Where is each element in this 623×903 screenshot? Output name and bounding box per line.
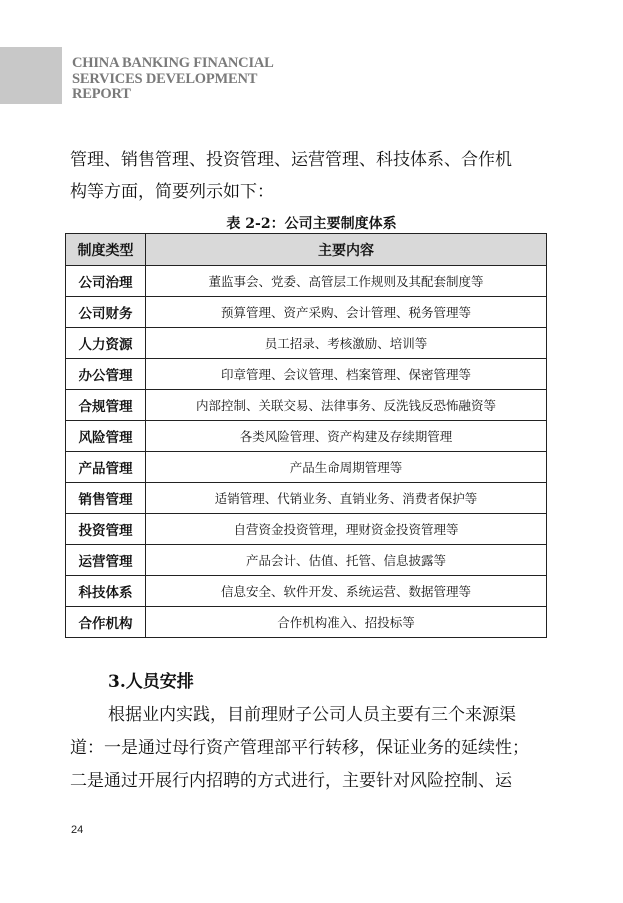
intro-paragraph-line: 构等方面，简要列示如下：	[70, 182, 274, 202]
system-type-cell: 科技体系	[66, 576, 146, 607]
section-heading: 3.人员安排	[108, 672, 194, 692]
table-row	[66, 514, 547, 545]
system-type-cell: 运营管理	[66, 545, 146, 576]
system-content-cell: 合作机构准入、招投标等	[146, 607, 547, 638]
table-row	[66, 328, 547, 359]
system-type-cell: 销售管理	[66, 483, 146, 514]
section-paragraph-line: 道：一是通过母行资产管理部平行转移，保证业务的延续性；	[70, 738, 529, 758]
table-row	[66, 452, 547, 483]
column-header-type: 制度类型	[66, 234, 146, 266]
section-paragraph-line: 二是通过开展行内招聘的方式进行，主要针对风险控制、运	[70, 771, 512, 791]
table-row	[66, 266, 547, 297]
table-row	[66, 576, 547, 607]
column-header-content: 主要内容	[146, 234, 547, 266]
table-row	[66, 607, 547, 638]
header-gray-block	[0, 47, 62, 104]
system-type-cell: 人力资源	[66, 328, 146, 359]
system-content-cell: 员工招录、考核激励、培训等	[146, 328, 547, 359]
system-content-cell: 信息安全、软件开发、系统运营、数据管理等	[146, 576, 547, 607]
system-content-cell: 印章管理、会议管理、档案管理、保密管理等	[146, 359, 547, 390]
table-row	[66, 545, 547, 576]
report-title-line: SERVICES DEVELOPMENT	[72, 70, 258, 87]
table-row	[66, 483, 547, 514]
system-type-cell: 合规管理	[66, 390, 146, 421]
section-paragraph-line: 根据业内实践，目前理财子公司人员主要有三个来源渠	[108, 705, 516, 725]
system-content-cell: 自营资金投资管理，理财资金投资管理等	[146, 514, 547, 545]
report-series-title	[72, 56, 274, 103]
system-content-cell: 各类风险管理、资产构建及存续期管理	[146, 421, 547, 452]
table-row	[66, 390, 547, 421]
table-row	[66, 297, 547, 328]
system-content-cell: 产品生命周期管理等	[146, 452, 547, 483]
system-type-cell: 办公管理	[66, 359, 146, 390]
table-header-row	[66, 234, 547, 266]
table-row	[66, 359, 547, 390]
system-type-cell: 合作机构	[66, 607, 146, 638]
system-content-cell: 预算管理、资产采购、会计管理、税务管理等	[146, 297, 547, 328]
system-content-cell: 内部控制、关联交易、法律事务、反洗钱反恐怖融资等	[146, 390, 547, 421]
system-content-cell: 适销管理、代销业务、直销业务、消费者保护等	[146, 483, 547, 514]
system-table	[65, 233, 547, 638]
system-content-cell: 产品会计、估值、托管、信息披露等	[146, 545, 547, 576]
table-caption: 表 2-2：公司主要制度体系	[226, 216, 397, 232]
system-content-cell: 董监事会、党委、高管层工作规则及其配套制度等	[146, 266, 547, 297]
report-title-line: CHINA BANKING FINANCIAL	[72, 55, 274, 71]
report-title-line: REPORT	[72, 86, 131, 102]
system-type-cell: 产品管理	[66, 452, 146, 483]
system-type-cell: 风险管理	[66, 421, 146, 452]
system-type-cell: 公司财务	[66, 297, 146, 328]
table-row	[66, 421, 547, 452]
system-type-cell: 投资管理	[66, 514, 146, 545]
page-number: 24	[71, 824, 84, 836]
intro-paragraph-line: 管理、销售管理、投资管理、运营管理、科技体系、合作机	[70, 150, 512, 170]
system-type-cell: 公司治理	[66, 266, 146, 297]
